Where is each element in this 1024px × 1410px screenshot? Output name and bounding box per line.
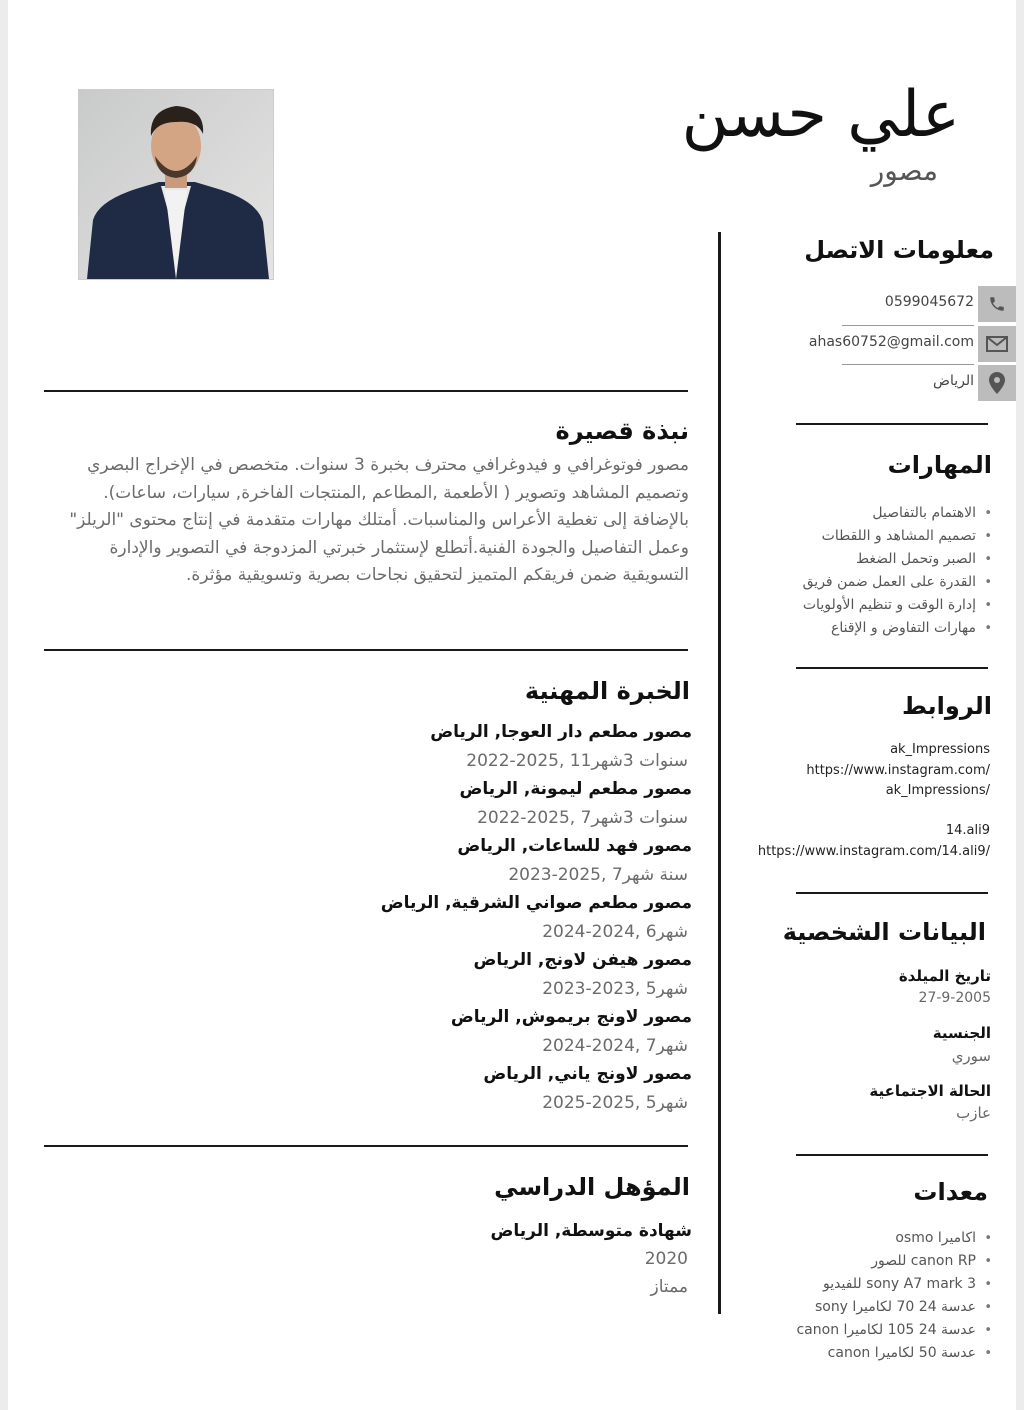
column-divider (718, 232, 721, 1314)
job-title: مصور هيفن لاونج, الرياض (473, 950, 692, 970)
degree-title: شهادة متوسطة, الرياض (490, 1221, 692, 1241)
section-divider (44, 1145, 688, 1147)
section-divider (44, 390, 688, 392)
list-item: • sony A7 mark 3 للفيديو (796, 1273, 992, 1296)
mail-icon (978, 326, 1016, 362)
contact-heading: معلومات الاتصل (804, 236, 994, 264)
experience-heading: الخبرة المهنية (524, 677, 690, 705)
list-item: • عدسة 24 70 لكاميرا sony (796, 1296, 992, 1319)
list-item: • عدسة 50 لكاميرا canon (796, 1342, 992, 1365)
list-item: • اكاميرا osmo (796, 1227, 992, 1250)
location-text: الرياض (933, 373, 974, 389)
job-detail: شهر6 ,2024-2024 (542, 921, 688, 942)
link-url[interactable]: ak_Impressions/ (885, 783, 990, 798)
bio-heading: نبذة قصيرة (555, 417, 689, 445)
link-url[interactable]: https://www.instagram.com/ (806, 762, 990, 778)
list-item: • مهارات التفاوض و الإقناع (803, 617, 992, 640)
contact-email (804, 326, 1016, 362)
list-item: • عدسة 24 105 لكاميرا canon (796, 1319, 992, 1342)
job-detail: شهر5 ,2023-2023 (542, 978, 688, 999)
personal-heading: البيانات الشخصية (782, 918, 986, 946)
job-title: مصور مطعم دار العوجا, الرياض (430, 722, 692, 742)
link-item[interactable] (758, 821, 990, 862)
graduation-year: 2020 (644, 1249, 688, 1269)
job-title: مصور لاونج ياني, الرياض (483, 1064, 692, 1084)
nationality-value: سوري (951, 1047, 991, 1065)
marital-label: الحالة الاجتماعية (869, 1082, 991, 1100)
equipment-heading: معدات (913, 1178, 988, 1206)
links-heading: الروابط (901, 692, 992, 720)
birth-label: تاريخ الميلدة (898, 967, 991, 985)
email-text[interactable]: ahas60752@gmail.com (808, 334, 974, 350)
job-detail: سنوات 3شهر11 ,2025-2022 (466, 750, 688, 771)
job-title: مصور لاونج بريموش, الرياض (450, 1007, 692, 1027)
marital-value: عازب (956, 1104, 991, 1122)
list-item: • تصميم المشاهد و اللقطات (803, 525, 992, 548)
job-title: مصور مطعم صواني الشرقية, الرياض (380, 893, 692, 913)
experience-list (381, 718, 692, 1117)
profile-photo (78, 89, 274, 280)
bio-text: مصور فوتوغرافي و فيدوغرافي محترف بخبرة 3 سنوات. متخصص في الإخراج البصري وتصميم المشاهد وتصوير ( الأطعمة ,المطاعم ,المنتجات الفاخرة, سيارات، ساعات). بالإضافة إلى تغطية الأعراس والمناسبات. أمتلك مهارات متقدمة في إنتاج محتوى "الريلز" وعمل التفاصيل والجودة الفنية.أتطلع لإستثمار خبرتي المزدوجة في التصوير والإدارة التسويقية ضمن فريقكم المتميز لتحقيق نجاحات بصرية وتسويقية مؤثرة. (69, 455, 689, 586)
grade: ممتاز (650, 1277, 688, 1297)
skills-heading: المهارات (887, 451, 992, 479)
job-detail: شهر7 ,2024-2024 (542, 1035, 688, 1056)
resume-page (8, 0, 1016, 1410)
job-detail: شهر5 ,2025-2025 (542, 1092, 688, 1113)
job-title: مصور فهد للساعات, الرياض (457, 836, 692, 856)
section-divider (796, 423, 988, 425)
equipment-list (796, 1227, 992, 1365)
link-label[interactable]: 14.ali9 (945, 823, 990, 838)
list-item: • الاهتمام بالتفاصيل (803, 502, 992, 525)
section-divider (796, 1154, 988, 1156)
nationality-label: الجنسية (932, 1024, 991, 1042)
link-label[interactable]: ak_Impressions (890, 742, 990, 757)
birth-value: 27-9-2005 (918, 990, 991, 1006)
contact-phone (804, 286, 1016, 322)
job-detail: سنوات 3شهر7 ,2025-2022 (477, 807, 688, 828)
skills-list (803, 502, 992, 640)
section-divider (44, 649, 688, 651)
link-url[interactable]: https://www.instagram.com/14.ali9/ (757, 843, 990, 859)
phone-icon (978, 286, 1016, 322)
list-item: • إدارة الوقت و تنظيم الأولويات (803, 594, 992, 617)
section-divider (796, 667, 988, 669)
job-detail: سنة شهر7 ,2025-2023 (508, 864, 688, 885)
location-pin-icon (978, 365, 1016, 401)
link-item[interactable] (806, 740, 990, 802)
education-heading: المؤهل الدراسي (494, 1173, 690, 1201)
job-title: مصور مطعم ليمونة, الرياض (459, 779, 692, 799)
section-divider (796, 892, 988, 894)
phone-text[interactable]: 0599045672 (884, 294, 974, 310)
job-title: مصور (870, 154, 938, 187)
person-name: علي حسن (681, 78, 960, 152)
contact-location (804, 365, 1016, 401)
list-item: • canon RP للصور (796, 1250, 992, 1273)
list-item: • الصبر وتحمل الضغط (803, 548, 992, 571)
list-item: • القدرة على العمل ضمن فريق (803, 571, 992, 594)
portrait-image (79, 90, 273, 279)
